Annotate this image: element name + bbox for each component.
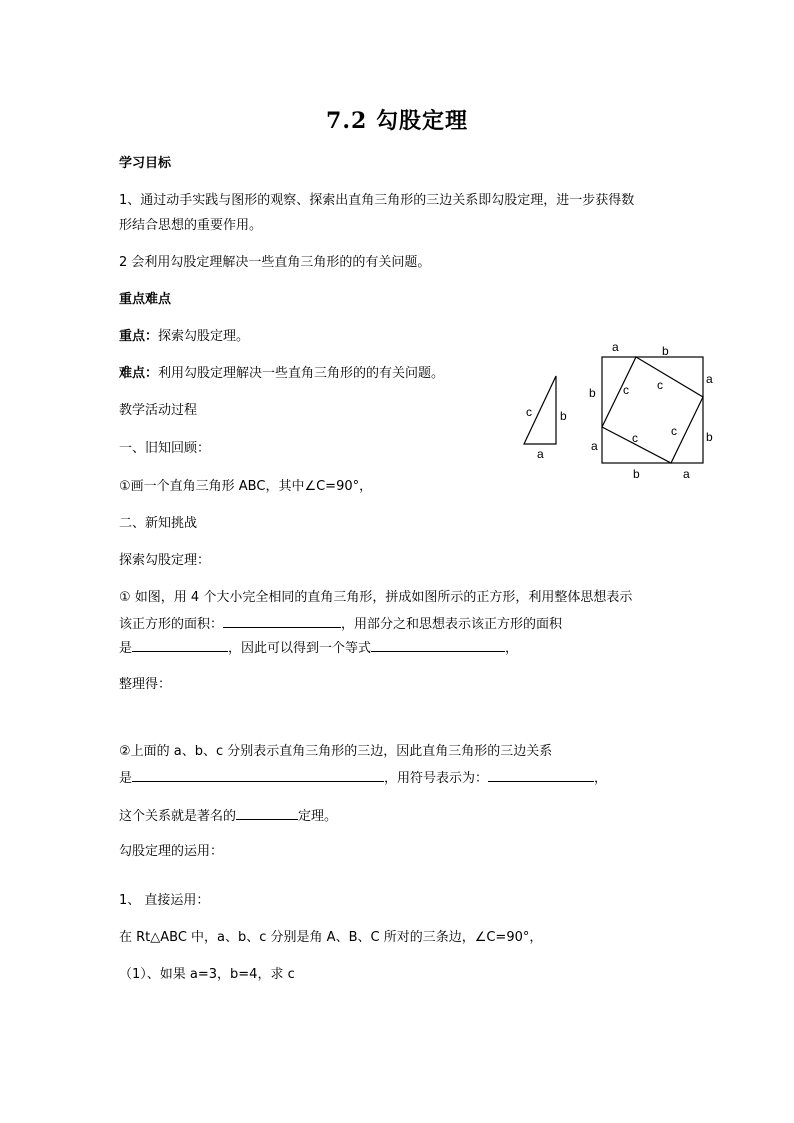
difficulty-text: 利用勾股定理解决一些直角三角形的的有关问题。 xyxy=(158,366,445,381)
square-label-left-b: b xyxy=(589,386,596,400)
goal-item-1-line-1: 1、通过动手实践与图形的观察、探索出直角三角形的三边关系即勾股定理，进一步获得数 xyxy=(119,193,635,208)
difficulty-label: 难点： xyxy=(119,366,159,381)
relation-blank[interactable] xyxy=(132,767,384,782)
square-label-right-a: a xyxy=(706,372,713,386)
application-sub-1: 1、 直接运用： xyxy=(119,893,210,908)
organize-label: 整理得： xyxy=(119,677,172,692)
equation-blank[interactable] xyxy=(371,637,505,652)
goals-heading: 学习目标 xyxy=(119,156,172,171)
keypoints-heading: 重点难点 xyxy=(119,292,172,307)
task1-line-2-text-b: ，用部分之和思想表示该正方形的面积 xyxy=(341,617,563,632)
square-label-inner-c-1: c xyxy=(623,383,629,397)
focus-line xyxy=(119,328,249,346)
triangle-label-hyp: c xyxy=(526,405,532,419)
focus-text: 探索勾股定理。 xyxy=(158,329,250,344)
task1-line-3 xyxy=(119,637,518,658)
square-label-inner-c-3: c xyxy=(671,424,677,438)
task1-line-2-text-a: 该正方形的面积： xyxy=(119,617,224,632)
inner-square xyxy=(602,357,703,463)
task2-line-3-text-b: 定理。 xyxy=(298,809,338,824)
question-1: （1）、如果 a=3，b=4，求 c xyxy=(119,967,295,982)
task1-line-3-text-c: ， xyxy=(505,641,519,656)
task2-line-2-text-c: ， xyxy=(594,771,608,786)
right-triangle-figure xyxy=(510,370,580,462)
outer-square xyxy=(602,357,703,463)
square-label-inner-c-2: c xyxy=(657,378,663,392)
task2-line-1: ②上面的 a、b、c 分别表示直角三角形的三边，因此直角三角形的三边关系 xyxy=(119,744,553,759)
application-context: 在 Rt△ABC 中，a、b、c 分别是角 A、B、C 所对的三条边，∠C=90°， xyxy=(119,930,543,945)
explore-heading: 探索勾股定理： xyxy=(119,553,211,568)
task2-line-2-text-a: 是 xyxy=(119,771,133,786)
task2-line-2 xyxy=(119,767,607,788)
page-title: 7.2 勾股定理 xyxy=(326,108,468,134)
symbol-blank[interactable] xyxy=(488,767,594,782)
new-heading: 二、新知挑战 xyxy=(119,516,198,531)
difficulty-line xyxy=(119,365,444,383)
area-whole-blank[interactable] xyxy=(223,613,341,628)
task1-line-1: ① 如图，用 4 个大小完全相同的直角三角形，拼成如图所示的正方形，利用整体思想表示 xyxy=(119,590,633,605)
square-label-bottom-a: a xyxy=(683,467,690,481)
pythagoras-square-figure xyxy=(580,335,725,487)
task2-line-3-text-a: 这个关系就是著名的 xyxy=(119,809,237,824)
task1-line-3-text-b: ，因此可以得到一个等式 xyxy=(228,641,372,656)
goal-item-1-line-2: 形结合思想的重要作用。 xyxy=(119,218,263,233)
square-label-bottom-b: b xyxy=(633,467,640,481)
task1-line-2 xyxy=(119,613,562,634)
theorem-name-blank[interactable] xyxy=(236,805,298,820)
goal-item-2: 2 会利用勾股定理解决一些直角三角形的的有关问题。 xyxy=(119,255,431,270)
square-label-top-a: a xyxy=(612,340,619,354)
process-heading: 教学活动过程 xyxy=(119,403,198,418)
focus-label: 重点： xyxy=(119,329,159,344)
task2-line-3 xyxy=(119,805,337,826)
task1-line-3-text-a: 是 xyxy=(119,641,133,656)
square-label-inner-c-4: c xyxy=(632,431,638,445)
area-parts-blank[interactable] xyxy=(132,637,228,652)
review-item: ①画一个直角三角形 ABC，其中∠C=90°， xyxy=(119,479,373,494)
triangle-label-leg-base: a xyxy=(537,447,544,461)
task2-line-2-text-b: ，用符号表示为： xyxy=(384,771,489,786)
square-label-left-a: a xyxy=(591,439,598,453)
triangle-label-leg-vertical: b xyxy=(560,409,567,423)
review-heading: 一、旧知回顾： xyxy=(119,441,211,456)
square-label-top-b: b xyxy=(662,344,669,358)
application-heading: 勾股定理的运用： xyxy=(119,844,224,859)
square-label-right-b: b xyxy=(706,430,713,444)
